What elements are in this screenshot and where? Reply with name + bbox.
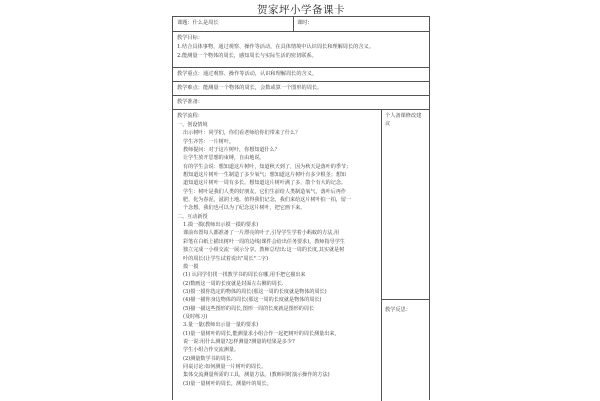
process-line: (4)描一描你身边物体的周长(那这一周的长度就是物体的周长) <box>183 297 322 304</box>
process-line: (3)摸一摸你选定的物体的周长(那这一周的长度就是物体的周长) <box>183 288 327 295</box>
process-line: 出示树叶：同学们，你们看老师给你们带来了什么？ <box>183 130 301 137</box>
process-line: 独立完成一小组交流一展示分享。教师总结出:这一周的长度,其实就是树 <box>183 247 345 254</box>
process-line: 摸一摸 <box>183 263 199 270</box>
side-divider <box>381 299 429 300</box>
process-line: 肥，化为春泥，滋润土地。值得我们记念，我们来给这片树叶拍一拍，留一 <box>183 197 352 204</box>
process-line: 学生小组合作交流测量。 <box>183 347 240 354</box>
process-heading: 教学流程： <box>177 113 203 119</box>
col-divider <box>381 109 382 401</box>
periods-cell: 课时： <box>297 20 313 26</box>
objective-line: 1.结合具体事物，通过观察、操作等活动，在具体情境中认识周长和理解周长的含义。 <box>177 44 374 50</box>
card-title: 贺家坪小学备课卡 <box>257 4 345 16</box>
process-line: 个念想，我们也可以为了纪念这片树叶，把它画下来。 <box>183 205 306 212</box>
reflection-heading: 教学反思： <box>385 307 411 313</box>
process-line: 同桌讨论:如何测量一片树叶的周长。 <box>183 363 267 370</box>
row-divider <box>173 81 429 82</box>
process-line: 彩笔在白纸上描出树叶一周的边线(课件会给出任务要求)。教师指导学生 <box>183 238 345 245</box>
process-line: 让学生放开思想的束缚，自由地说。 <box>183 155 265 162</box>
topic-cell: 课题：什么是周长 <box>177 20 219 26</box>
row-divider <box>173 109 429 110</box>
process-line: (2)测量数学书的周长. <box>183 355 233 362</box>
process-line: 学生：树叶是我们人类的好朋友，它们生前给人类制造氧气，落叶后再作 <box>183 188 347 195</box>
difficulty: 教学难点：能测量一个物体的周长，会数或算一个图形的周长。 <box>177 85 323 91</box>
process-line: 教师提问：对于这片树叶，你想知道什么？ <box>183 147 280 154</box>
lesson-plan-card <box>172 0 430 400</box>
preparation: 教学准备： <box>177 99 203 105</box>
objectives-heading: 教学目标： <box>177 35 203 41</box>
process-line: (3)量一量树叶的周长，测量叶的周长。 <box>183 380 272 387</box>
process-line: 叶的周长(让学生试着说出"周长"二字) <box>183 255 269 262</box>
process-line: 1.摸一摸(教师出示摸一摸的要求) <box>183 222 259 229</box>
process-line: 有的学生会说：想知道这片树叶，知道秋天到了，因为秋天是落叶的季节； <box>183 163 352 170</box>
key-point: 教学重点：通过观察、操作等活动，认识和理解周长的含义。 <box>177 71 318 77</box>
row-divider <box>173 67 429 68</box>
process-line: 课前布置每人都准备了一片漂亮的叶子,引导学生学着小蚂蚁的方法,用 <box>183 230 340 237</box>
process-line: (1) 认同学们找一找教学书的周长在哪,用手把它描出来 <box>183 272 306 279</box>
personal-note-heading: 个人备课修改建议 <box>385 113 422 127</box>
process-line: (5)描一描这些图形的周长,图形一周的长度就是图形的周长 <box>183 305 315 312</box>
row-divider <box>173 95 429 96</box>
lesson-table <box>172 16 430 400</box>
process-line: 二、互动新授 <box>177 213 208 220</box>
process-line: 道知道这片树叶一周有多长。想知道这片树叶满了多，散个有大的记念。 <box>183 180 347 187</box>
process-line: (2)数画这一周的长度就是封面左右侧的周长. <box>183 280 284 287</box>
process-line: (及时练习) <box>183 313 208 320</box>
row-divider <box>173 31 429 32</box>
process-line: 3.量一量(教师出示量一量的要求) <box>183 322 259 329</box>
process-line: 集体交流测量所需的工具，测量方法。(教师同时演示操作的方法) <box>183 372 330 379</box>
objective-line: 2.能测量一个物体的周长，感知周长与实际生活的密切联系。 <box>177 53 317 59</box>
process-line: 一、创设情境 <box>177 122 208 128</box>
process-line: 想知道这片树叶一生制造了多少氧气；想知道这片树叶有多少根茎；想知 <box>183 172 347 179</box>
process-line: 学生齐答：一片树叶。 <box>183 138 234 145</box>
process-line: 说一说:用什么测量?怎样测量?测量的结果是多少? <box>183 338 295 345</box>
process-line: (1)量一量树叶的周长,能测量求小组合作一起把树叶的周长测量出来, <box>183 330 337 337</box>
process-content <box>177 121 377 388</box>
col-divider <box>293 17 294 31</box>
